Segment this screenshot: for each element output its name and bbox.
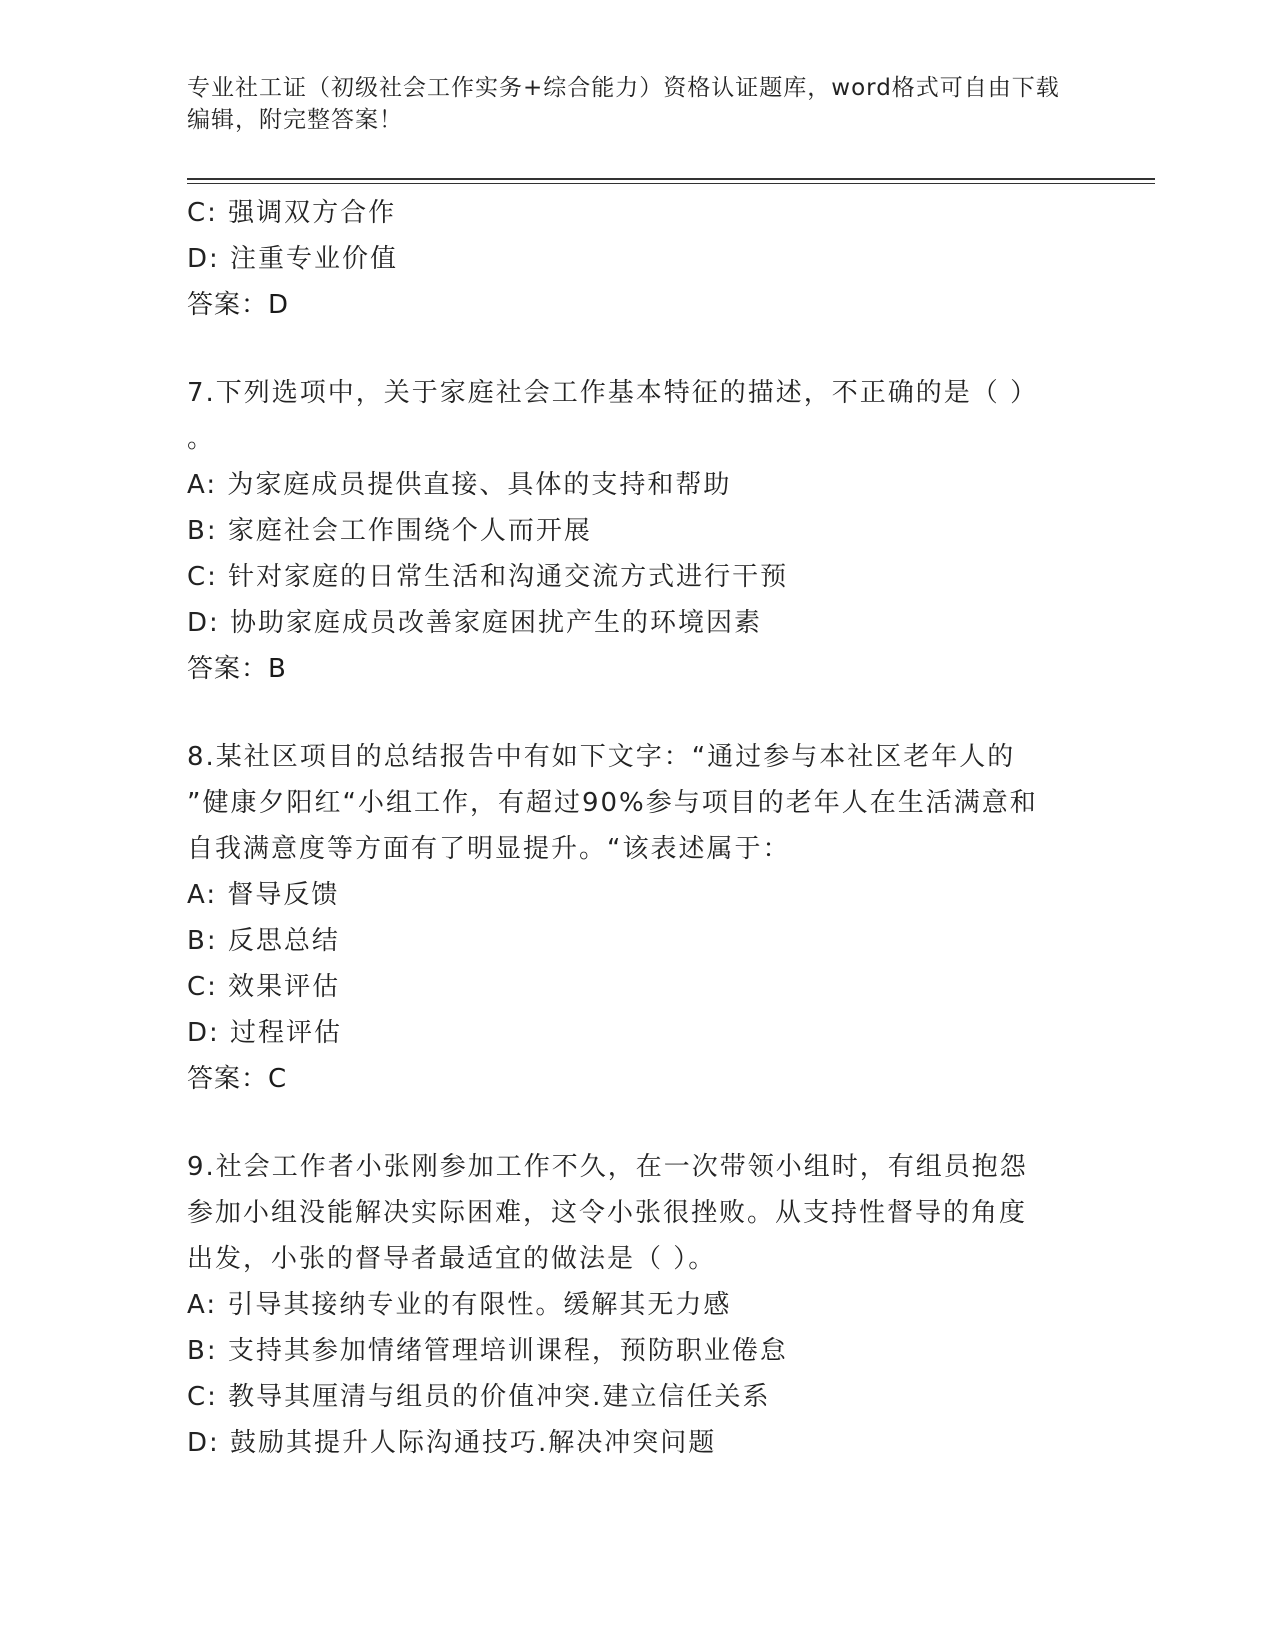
question-9 bbox=[187, 1144, 1087, 1466]
page-header bbox=[187, 72, 1087, 136]
option-a: A: 引导其接纳专业的有限性。缓解其无力感 bbox=[187, 1290, 732, 1320]
carryover-question bbox=[187, 190, 1087, 328]
answer-line: 答案：C bbox=[187, 1064, 288, 1094]
question-stem bbox=[187, 370, 1087, 462]
stem-line: ”健康夕阳红“小组工作，有超过90%参与项目的老年人在生活满意和 bbox=[187, 788, 1038, 818]
answer-line: 答案：D bbox=[187, 290, 290, 320]
stem-line: 7.下列选项中，关于家庭社会工作基本特征的描述，不正确的是（ ） bbox=[187, 378, 1039, 408]
option-c: C: 效果评估 bbox=[187, 972, 341, 1002]
stem-line: 参加小组没能解决实际困难，这令小张很挫败。从支持性督导的角度 bbox=[187, 1198, 1028, 1228]
answer-line: 答案：B bbox=[187, 654, 287, 684]
header-line-1: 专业社工证（初级社会工作实务+综合能力）资格认证题库，word格式可自由下载 bbox=[187, 75, 1060, 101]
option-d: D: 过程评估 bbox=[187, 1018, 343, 1048]
document-body bbox=[187, 190, 1087, 1466]
header-line-2: 编辑，附完整答案！ bbox=[187, 107, 403, 133]
option-d: D: 注重专业价值 bbox=[187, 244, 399, 274]
option-b: B: 支持其参加情绪管理培训课程，预防职业倦怠 bbox=[187, 1336, 788, 1366]
option-b: B: 家庭社会工作围绕个人而开展 bbox=[187, 516, 592, 546]
option-a: A: 督导反馈 bbox=[187, 880, 340, 910]
option-d: D: 鼓励其提升人际沟通技巧.解决冲突问题 bbox=[187, 1428, 717, 1458]
option-a: A: 为家庭成员提供直接、具体的支持和帮助 bbox=[187, 470, 732, 500]
stem-line: 出发，小张的督导者最适宜的做法是（ ）。 bbox=[187, 1244, 717, 1274]
question-7 bbox=[187, 370, 1087, 692]
stem-line: 8.某社区项目的总结报告中有如下文字：“通过参与本社区老年人的 bbox=[187, 742, 1016, 772]
option-d: D: 协助家庭成员改善家庭困扰产生的环境因素 bbox=[187, 608, 763, 638]
question-stem bbox=[187, 734, 1087, 872]
stem-line: 。 bbox=[187, 424, 216, 454]
option-c: C: 强调双方合作 bbox=[187, 198, 397, 228]
option-c: C: 针对家庭的日常生活和沟通交流方式进行干预 bbox=[187, 562, 789, 592]
header-divider bbox=[187, 178, 1155, 184]
option-c: C: 教导其厘清与组员的价值冲突.建立信任关系 bbox=[187, 1382, 771, 1412]
option-b: B: 反思总结 bbox=[187, 926, 340, 956]
question-8 bbox=[187, 734, 1087, 1102]
stem-line: 9.社会工作者小张刚参加工作不久，在一次带领小组时，有组员抱怨 bbox=[187, 1152, 1028, 1182]
question-stem bbox=[187, 1144, 1087, 1282]
stem-line: 自我满意度等方面有了明显提升。“该表述属于： bbox=[187, 834, 791, 864]
